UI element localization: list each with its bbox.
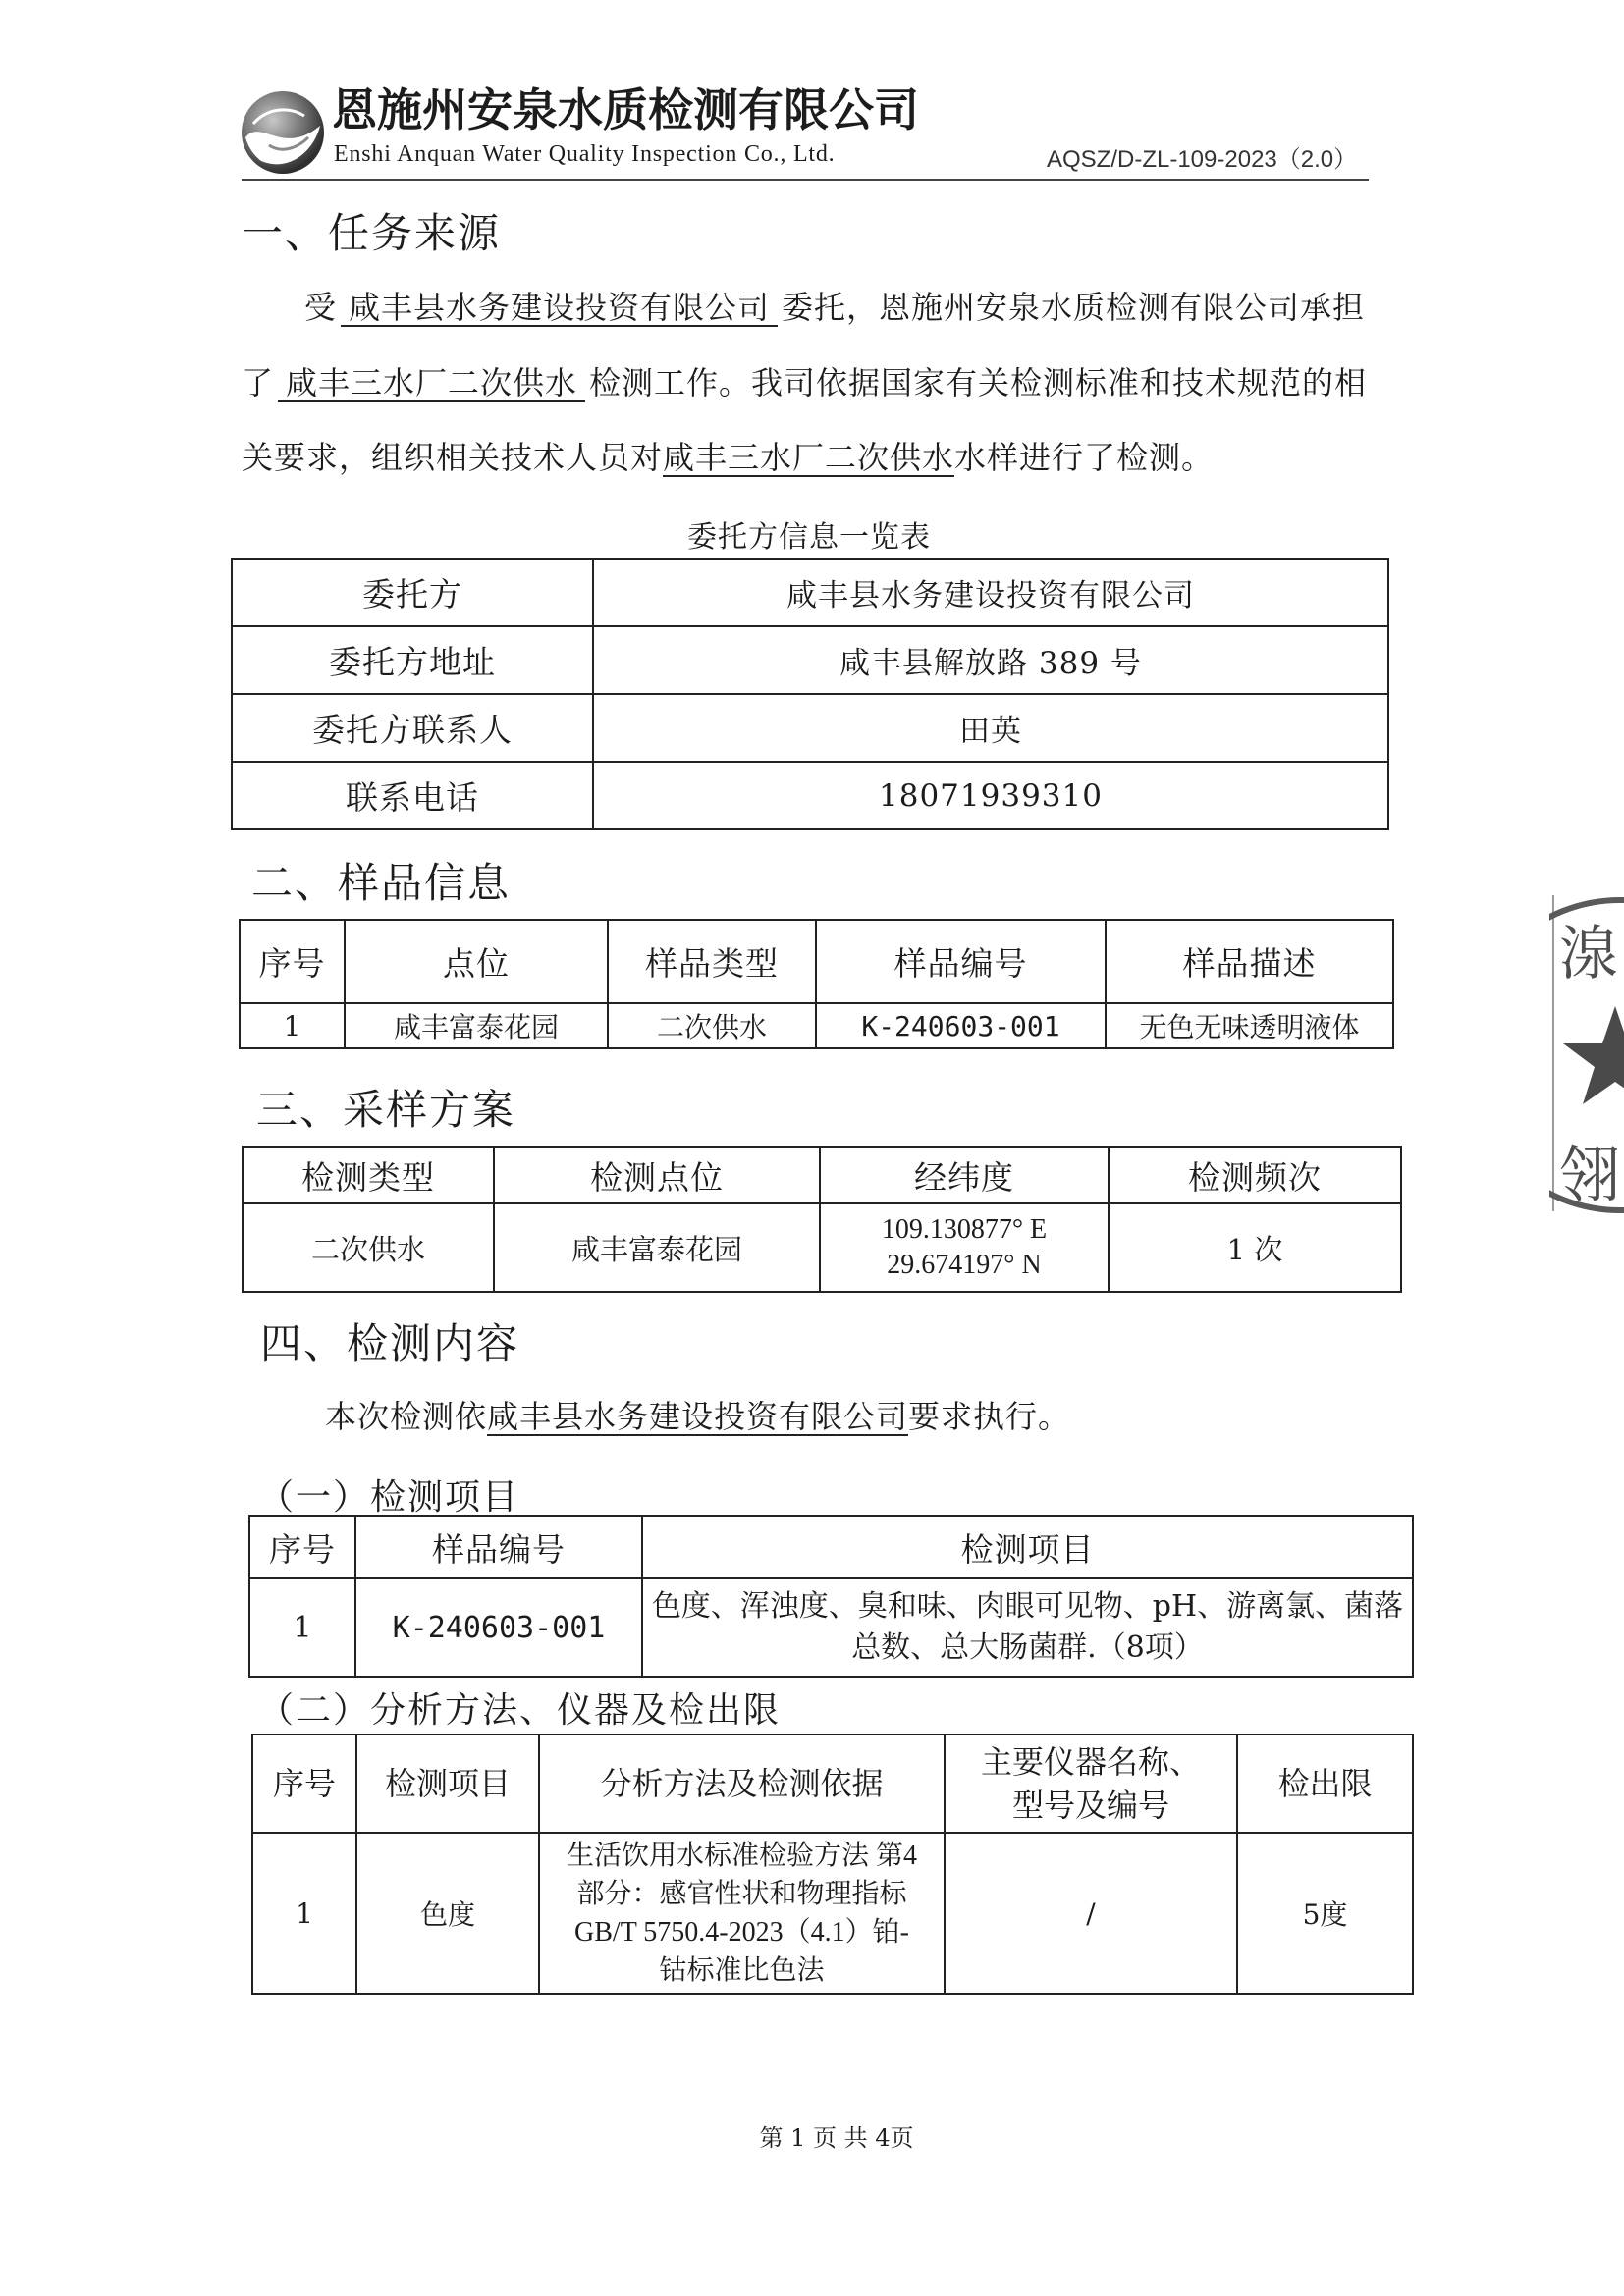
table-cell: 1: [249, 1578, 355, 1677]
column-header: 点位: [345, 920, 608, 1003]
text: 本次检测依: [325, 1398, 488, 1435]
row-label: 联系电话: [232, 762, 593, 829]
column-header: 主要仪器名称、型号及编号: [945, 1735, 1237, 1833]
header-row: [252, 1735, 1413, 1833]
table-cell: 二次供水: [608, 1003, 816, 1048]
table-cell: K-240603-001: [816, 1003, 1106, 1048]
text: 受: [304, 289, 338, 326]
paragraph-line: [242, 438, 1214, 477]
table-cell: 生活饮用水标准检验方法 第4部分：感官性状和物理指标 GB/T 5750.4-2023（4.1）铂-钴标准比色法: [539, 1833, 945, 1994]
column-header: 样品编号: [355, 1516, 642, 1578]
table-cell: 1: [252, 1833, 356, 1994]
subsection-heading-test-items: （一）检测项目: [258, 1477, 520, 1518]
table-cell: 1 次: [1109, 1203, 1401, 1292]
row-value: 田英: [593, 694, 1388, 762]
table-cell: 5度: [1237, 1833, 1413, 1994]
company-logo: [240, 88, 326, 177]
table-cell: 无色无味透明液体: [1106, 1003, 1393, 1048]
text: 了: [242, 364, 275, 401]
sample-info-table: [239, 919, 1394, 1049]
header-divider: [242, 179, 1369, 181]
row-value: 咸丰县解放路 389 号: [593, 626, 1388, 694]
section-heading-sampling-plan: 三、采样方案: [256, 1086, 516, 1134]
row-value: 咸丰县水务建设投资有限公司: [593, 559, 1388, 626]
table-row: [232, 559, 1388, 626]
table-row: [232, 626, 1388, 694]
company-name-en: Enshi Anquan Water Quality Inspection Co., Ltd.: [334, 141, 836, 167]
seal-char: 翎: [1559, 1139, 1621, 1210]
text: 委托，恩施州安泉水质检测有限公司承担: [782, 289, 1366, 326]
section-heading-test-content: 四、检测内容: [260, 1319, 520, 1367]
column-header: 经纬度: [820, 1147, 1109, 1203]
column-header: 检测项目: [356, 1735, 539, 1833]
company-name-cn: 恩施州安泉水质检测有限公司: [332, 83, 919, 136]
seal-stamp-fragment: [1549, 883, 1624, 1222]
latitude: 29.674197° N: [887, 1250, 1042, 1280]
text: 水样进行了检测。: [954, 439, 1215, 476]
row-label: 委托方联系人: [232, 694, 593, 762]
header-row: [240, 920, 1393, 1003]
column-header: 样品类型: [608, 920, 816, 1003]
paragraph-line: [242, 363, 1367, 402]
column-header: 检出限: [1237, 1735, 1413, 1833]
column-header: 分析方法及检测依据: [539, 1735, 945, 1833]
page-number: 第 1 页 共 4页: [759, 2124, 914, 2152]
project-name-underlined: 咸丰三水厂二次供水: [278, 365, 585, 402]
seal-char: 湶: [1559, 920, 1618, 988]
section-heading-sample-info: 二、样品信息: [251, 859, 512, 907]
column-header: 样品描述: [1106, 920, 1393, 1003]
project-name-underlined: 咸丰三水厂二次供水: [663, 439, 955, 476]
column-header: 检测类型: [243, 1147, 494, 1203]
text: 检测工作。我司依据国家有关检测标准和技术规范的相: [589, 364, 1368, 401]
table-row: [232, 762, 1388, 829]
client-name-underlined: 咸丰县水务建设投资有限公司: [341, 290, 778, 327]
paragraph-line: [325, 1397, 1070, 1436]
methods-table: [251, 1734, 1414, 1995]
column-header: 样品编号: [816, 920, 1106, 1003]
table-cell: 咸丰富泰花园: [345, 1003, 608, 1048]
column-header: 序号: [252, 1735, 356, 1833]
section-heading-task-source: 一、任务来源: [242, 209, 502, 257]
subsection-heading-methods: （二）分析方法、仪器及检出限: [258, 1690, 782, 1731]
table-cell: 色度: [356, 1833, 539, 1994]
table-row: [232, 694, 1388, 762]
table-cell: 色度、浑浊度、臭和味、肉眼可见物、pH、游离氯、菌落总数、总大肠菌群.（8项）: [642, 1578, 1413, 1677]
sampling-plan-table: [242, 1146, 1402, 1293]
table-cell: 1: [240, 1003, 345, 1048]
row-label: 委托方: [232, 559, 593, 626]
client-name-underlined: 咸丰县水务建设投资有限公司: [487, 1398, 909, 1435]
table-row: [252, 1833, 1413, 1994]
table-row: [243, 1203, 1401, 1292]
header-row: [249, 1516, 1413, 1578]
coordinates-cell: [820, 1203, 1109, 1292]
star-icon: [1563, 1006, 1624, 1104]
table-row: [249, 1578, 1413, 1677]
table-cell: 二次供水: [243, 1203, 494, 1292]
row-label: 委托方地址: [232, 626, 593, 694]
table-cell: /: [945, 1833, 1237, 1994]
table-row: [240, 1003, 1393, 1048]
column-header: 检测项目: [642, 1516, 1413, 1578]
document-code: AQSZ/D-ZL-109-2023（2.0）: [1047, 146, 1358, 173]
test-items-table: [248, 1515, 1414, 1678]
table-cell: K-240603-001: [355, 1578, 642, 1677]
client-table-title: 委托方信息一览表: [687, 520, 931, 555]
table-cell: 咸丰富泰花园: [494, 1203, 820, 1292]
header-row: [243, 1147, 1401, 1203]
column-header: 检测频次: [1109, 1147, 1401, 1203]
paragraph-line: [304, 288, 1365, 327]
column-header: 序号: [240, 920, 345, 1003]
longitude: 109.130877° E: [881, 1214, 1048, 1245]
row-value: 18071939310: [593, 762, 1388, 829]
text: 要求执行。: [908, 1398, 1071, 1435]
client-info-table: [231, 558, 1389, 830]
text: 关要求，组织相关技术人员对: [242, 439, 664, 476]
column-header: 检测点位: [494, 1147, 820, 1203]
column-header: 序号: [249, 1516, 355, 1578]
